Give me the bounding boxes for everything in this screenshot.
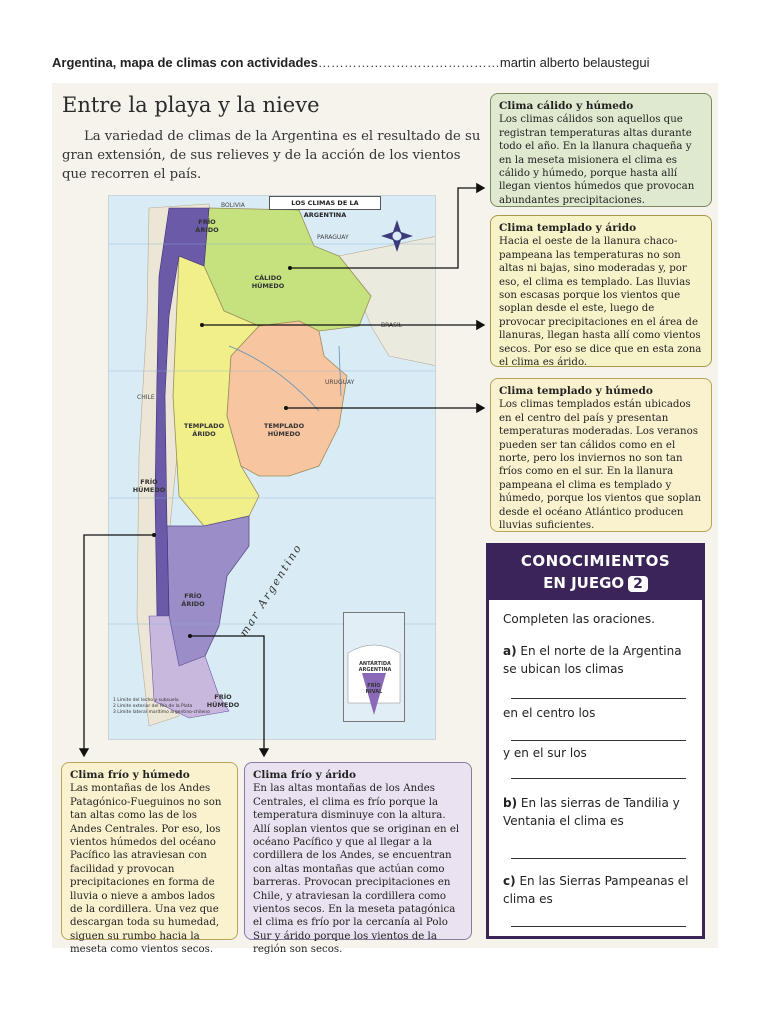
question-label: b) xyxy=(503,796,518,810)
country-bolivia: BOLIVIA xyxy=(221,202,245,209)
sea-label: mar Argentino xyxy=(237,541,305,639)
answer-line[interactable] xyxy=(511,778,686,779)
header-author: martin alberto belaustegui xyxy=(499,55,650,70)
answer-line[interactable] xyxy=(511,740,686,741)
activity-header-line1: CONOCIMIENTOS xyxy=(520,552,671,570)
box-title: Clima cálido y húmedo xyxy=(499,100,634,112)
label-frio-arido-south: FRÍO ÁRIDO xyxy=(181,592,205,608)
box-text: Los climas cálidos son aquellos que registran temperaturas altas durante todo el año. En la llanura chaqueña y en la meseta misionera el clima es cálido y húmedo, porque hasta allí llegan vientos húmedos que provocan abundantes precipitaciones. xyxy=(499,114,695,206)
page-header xyxy=(52,55,732,75)
box-frio-humedo xyxy=(61,762,238,956)
answer-line[interactable] xyxy=(511,858,686,859)
country-uruguay: URUGUAY xyxy=(325,379,355,386)
box-templado-arido xyxy=(490,215,712,367)
activity-instruction: Completen las oraciones. xyxy=(503,612,655,626)
legend-item: 2 Límite exterior del Río de la Plata xyxy=(113,704,193,709)
inset-label: ANTÁRTIDA ARGENTINA xyxy=(358,661,392,673)
label-frio-nival: FRÍO NIVAL xyxy=(365,683,383,695)
question-text: En las sierras de Tandilia y Ventania el clima es xyxy=(503,796,680,828)
intro-paragraph: La variedad de climas de la Argentina es el resultado de su gran extensión, de sus relieves y de la acción de los vientos que recorren el país. xyxy=(62,129,481,182)
climate-map xyxy=(108,195,436,740)
question-c xyxy=(503,872,693,908)
question-label: a) xyxy=(503,644,517,658)
map-title: LOS CLIMAS DE LA ARGENTINA xyxy=(269,196,381,210)
label-frio-humedo-south: FRÍO HÚMEDO xyxy=(206,693,240,709)
activity-number-badge: 2 xyxy=(628,576,648,592)
activity-header-text: EN JUEGO xyxy=(543,574,625,592)
label-frio-humedo-mid: FRÍO HÚMEDO xyxy=(132,478,166,494)
box-title: Clima templado y húmedo xyxy=(499,385,653,397)
box-title: Clima frío y árido xyxy=(253,769,357,781)
label-frio-arido-north: FRÍO ÁRIDO xyxy=(195,218,219,234)
box-text: Hacia el oeste de la llanura chaco-pampeana las temperaturas no son altas ni bajas, sino moderadas y, por eso, el clima es templado. Las lluvias son escasas porque los vientos que soplan desde el este, luego de provocar precipitaciones en el área de llanuras, llegan hasta allí como vientos secos. Por eso se dice que en esta zona el clima es árido. xyxy=(499,236,702,369)
box-calido-humedo xyxy=(490,93,712,207)
question-b xyxy=(503,794,693,830)
label-calido-humedo: CÁLIDO HÚMEDO xyxy=(251,274,285,290)
box-title: Clima frío y húmedo xyxy=(70,769,190,781)
box-text: Las montañas de los Andes Patagónico-Fueguinos no son tan altas como las de los Andes Centrales. Por eso, los vientos húmedos del océano Pacífico las atraviesan con facilidad y provocan precipitaciones en forma de lluvia o nieve a ambos lados de la cordillera. Una vez que descargan toda su humedad, siguen su rumbo hacia la meseta como vientos secos. xyxy=(70,783,222,956)
box-text: Los climas templados están ubicados en el centro del país y presentan temperaturas moderadas. Los veranos pueden ser tan cálidos como en el norte, pero los inviernos no son tan fríos como en el sur. En la llanura pampeana el clima es templado y húmedo, porque los vientos que soplan desde el océano Atlántico producen lluvias suficientes. xyxy=(499,399,702,532)
question-text: En el norte de la Argentina se ubican los climas xyxy=(503,644,682,676)
question-a xyxy=(503,642,693,678)
question-text: En las Sierras Pampeanas el clima es xyxy=(503,874,689,906)
label-templado-humedo: TEMPLADO HÚMEDO xyxy=(263,422,305,438)
header-title: Argentina, mapa de climas con actividades xyxy=(52,55,318,70)
page-title: Entre la playa y la nieve xyxy=(62,93,320,117)
question-label: c) xyxy=(503,874,516,888)
box-frio-arido xyxy=(244,762,472,956)
question-a-end: y en el sur los xyxy=(503,746,587,760)
label-templado-arido: TEMPLADO ÁRIDO xyxy=(183,422,225,438)
country-brasil: BRASIL xyxy=(381,322,403,329)
legend-item: 1 Límite del lecho y subsuelo xyxy=(113,698,179,703)
legend-item: 3 Límite lateral marítimo argentino-chileno xyxy=(113,710,210,715)
header-dots: …………………………………… xyxy=(317,55,500,70)
antarctica-inset xyxy=(343,612,405,722)
box-text: En las altas montañas de los Andes Centrales, el clima es frío porque la temperatura disminuye con la altura. Allí soplan vientos que se originan en el océano Pacífico y que al llegar a la cordillera de los Andes, se encuentran con altas montañas que actúan como barreras. Provocan precipitaciones en Chile, y atraviesan la cordillera como vientos secos. En la meseta patagónica el clima es frío por la cercanía al Polo Sur y árido porque los vientos de la región son secos. xyxy=(253,783,460,956)
activity-header xyxy=(489,546,702,600)
activity-header-line2 xyxy=(489,574,702,592)
answer-line[interactable] xyxy=(511,698,686,699)
country-chile: CHILE xyxy=(137,394,155,401)
answer-line[interactable] xyxy=(511,926,686,927)
box-templado-humedo xyxy=(490,378,712,532)
map-legend xyxy=(113,698,223,716)
box-title: Clima templado y árido xyxy=(499,222,637,234)
country-paraguay: PARAGUAY xyxy=(317,234,349,241)
question-a-continuation: en el centro los xyxy=(503,706,596,720)
knowledge-activity-box xyxy=(486,543,705,939)
